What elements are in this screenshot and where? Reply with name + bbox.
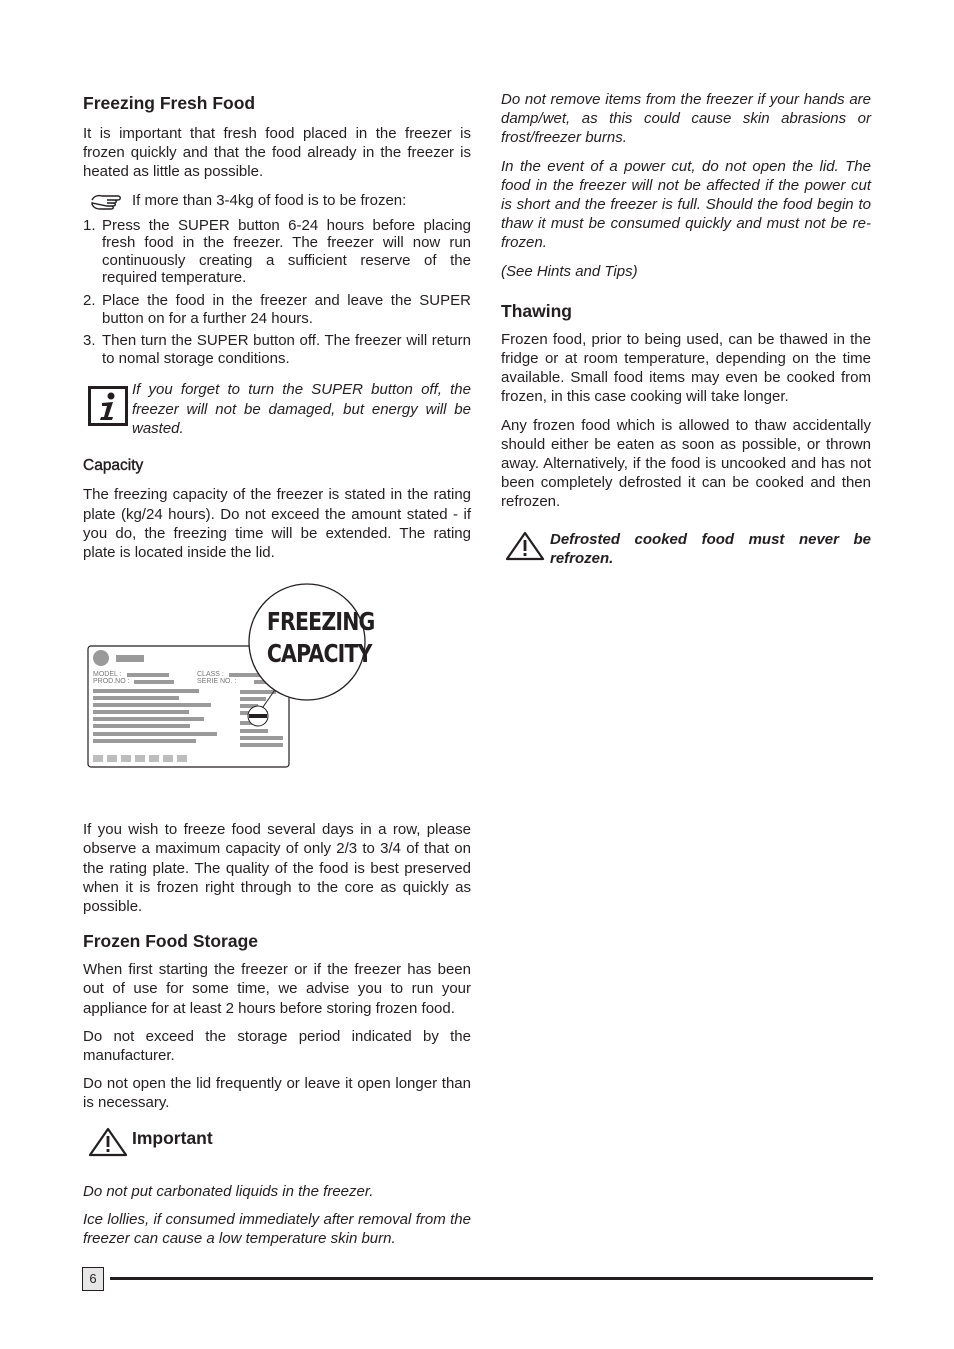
frozen-food-storage-heading: Frozen Food Storage bbox=[83, 931, 258, 952]
freezing-intro-text: It is important that fresh food placed in the freezer is frozen quickly and that the food already in the freezer is heated as little as possible. bbox=[83, 125, 471, 181]
hint-row bbox=[83, 191, 471, 212]
info-note bbox=[83, 380, 471, 438]
plate-prod-label: PROD.NO : bbox=[93, 678, 130, 686]
page-number: 6 bbox=[82, 1267, 104, 1291]
storage-text-3: Do not open the lid frequently or leave it open longer than is necessary. bbox=[83, 1075, 471, 1112]
warning-text-3: (See Hints and Tips) bbox=[501, 262, 638, 280]
plate-serie-label: SERIE NO. : bbox=[197, 678, 237, 686]
storage-text-2: Do not exceed the storage period indicated by the manufacturer. bbox=[83, 1027, 471, 1064]
thawing-text-1: Frozen food, prior to being used, can be thawed in the fridge or at room temperature, depending on the time available. Small food items may even be cooked from frozen, in this case cooking will take longer. bbox=[501, 330, 871, 406]
storage-text-1: When first starting the freezer or if the freezer has been out of use for some time, we advise you to run your appliance for at least 2 hours before storing frozen food. bbox=[83, 961, 471, 1017]
warning-text-1: Do not remove items from the freezer if your hands are damp/wet, as this could cause skin abrasions or frost/freezer burns. bbox=[501, 91, 871, 147]
list-item: 1. Press the SUPER button 6-24 hours before placing fresh food in the freezer. The freezer will now run continuously creating a sufficient reserve of the required temperature. bbox=[83, 216, 471, 287]
list-item: 2. Place the food in the freezer and leave the SUPER button on for a further 24 hours. bbox=[83, 291, 471, 327]
rating-plate-illustration bbox=[83, 582, 471, 804]
important-heading: Important bbox=[132, 1127, 213, 1148]
callout-line-1: FREEZING bbox=[266, 607, 375, 637]
warning-icon bbox=[88, 1127, 128, 1162]
warning-text-2: In the event of a power cut, do not open the lid. The food in the freezer will not be affected if the power cut is short and the freezer is full. Should the food begin to thaw it must be consumed quickly and must not be re-frozen. bbox=[501, 157, 871, 252]
capacity-heading: Capacity bbox=[83, 457, 144, 475]
plate-model-label: MODEL : bbox=[93, 671, 122, 679]
warning-icon bbox=[505, 531, 545, 566]
plate-class-label: CLASS : bbox=[197, 671, 224, 679]
right-column bbox=[501, 88, 871, 568]
left-column bbox=[83, 88, 471, 1248]
info-icon bbox=[88, 386, 128, 431]
footer-rule bbox=[110, 1277, 873, 1280]
pointing-hand-icon bbox=[88, 191, 128, 216]
defrost-warning-text: Defrosted cooked food must never be refrozen. bbox=[550, 530, 871, 567]
list-item: 3. Then turn the SUPER button off. The freezer will return to nomal storage conditions. bbox=[83, 332, 471, 367]
important-heading-row bbox=[83, 1127, 471, 1157]
defrost-warning-row bbox=[501, 530, 871, 568]
info-note-text: If you forget to turn the SUPER button off, the freezer will not be damaged, but energy will be wasted. bbox=[132, 381, 471, 437]
important-text-1: Do not put carbonated liquids in the freezer. bbox=[83, 1182, 374, 1200]
freezing-capacity-callout bbox=[266, 606, 375, 670]
freezing-fresh-food-heading: Freezing Fresh Food bbox=[83, 93, 256, 113]
callout-line-2: CAPACITY bbox=[266, 639, 372, 669]
hint-text: If more than 3-4kg of food is to be frozen: bbox=[132, 191, 407, 209]
thawing-text-2: Any frozen food which is allowed to thaw accidentally should either be eaten as soon as possible, or thrown away. Alternatively, if the food is uncooked and has not been completely defrosted it can be cooked and then refrozen. bbox=[501, 416, 871, 511]
several-days-text: If you wish to freeze food several days in a row, please observe a maximum capacity of only 2/3 to 3/4 of that on the rating plate. The quality of the food is best preserved when it is frozen right through to the core as quickly as possible. bbox=[83, 821, 471, 915]
capacity-text: The freezing capacity of the freezer is stated in the rating plate (kg/24 hours). Do not exceed the amount stated - if you do, the freezing time will be extended. The rating plate is located inside the lid. bbox=[83, 486, 471, 561]
steps-list bbox=[83, 217, 471, 368]
important-text-2: Ice lollies, if consumed immediately after removal from the freezer can cause a low temperature skin burn. bbox=[83, 1210, 471, 1248]
thawing-heading: Thawing bbox=[501, 300, 572, 321]
